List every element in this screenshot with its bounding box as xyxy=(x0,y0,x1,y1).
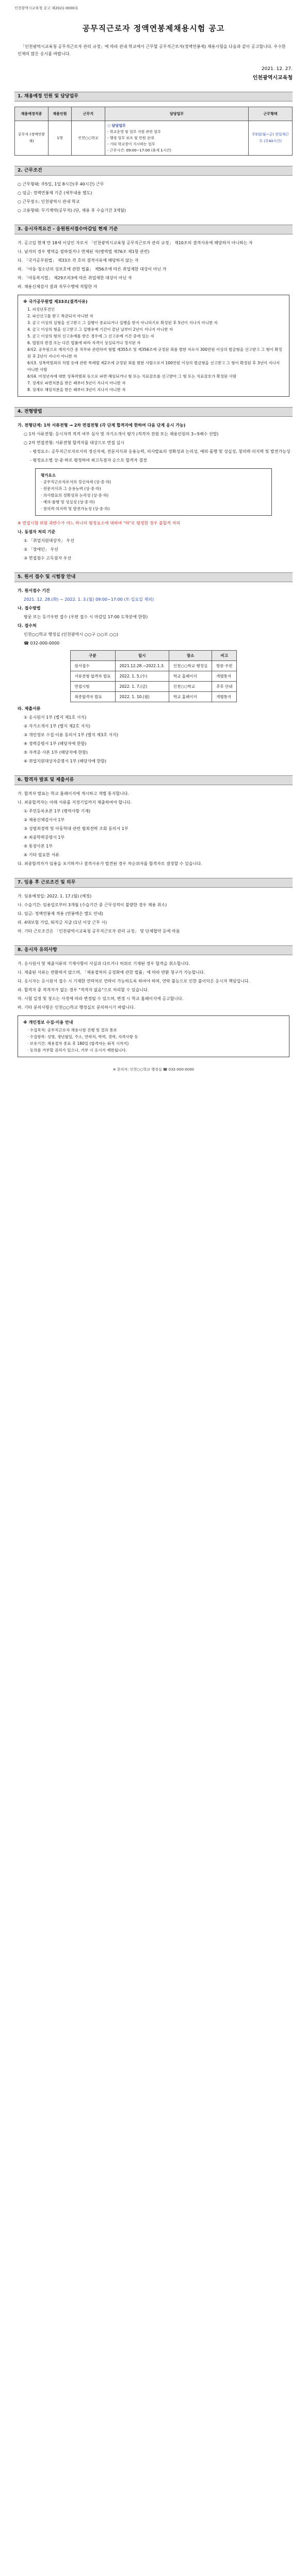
list-item: 라. 합격자 중 적격자가 없는 경우 "적격자 없음"으로 처리할 수 있습니다. xyxy=(18,988,149,992)
box-line: 6의2. 공무원으로 재직기간 중 직무와 관련하여 형법 제355조 및 제356조에 규정된 죄를 범한 자로서 300만원 이상의 벌금형을 선고받고 그 형이 확정된 후 2년이 지나지 아니한 자 xyxy=(27,347,282,359)
period-label: 가. 원서접수 기간 xyxy=(18,588,50,593)
list-item: 나. 제출된 서류는 반환하지 않으며, 「채용절차의 공정화에 관한 법률」에 따라 반환 청구가 가능합니다. xyxy=(18,970,205,975)
box-line: · 창의력·의지력 및 발전가능성 (상·중·하) xyxy=(41,506,110,511)
table-cell: 개별통지 xyxy=(212,671,237,682)
list-item: - 평정요소: 공무직근로자로서의 정신자세, 전문지식과 응용능력, 의사발표의 정확성과 논리성, 예의·품행 및 성실성, 창의력·의지력 및 발전가능성 xyxy=(30,449,290,454)
contact-footer: ※ 문의처: 인천○○학교 행정실 ☎ 032-000-0000 xyxy=(112,1067,195,1072)
box-line: 3. 금고 이상의 실형을 선고받고 그 집행이 종료되거나 집행을 받지 아니하기로 확정된 후 5년이 지나지 아니한 자 xyxy=(27,320,218,325)
table-header: 근무형태 xyxy=(249,107,293,121)
schedule-table xyxy=(70,650,237,702)
box-title: ※ 국가공무원법 제33조(결격사유) xyxy=(23,299,88,304)
list-item: 나. 최종합격자는 아래 서류를 지정기일까지 제출하여야 합니다. xyxy=(18,800,132,805)
section-heading: 7. 임용 후 근로조건 및 의무 xyxy=(14,878,293,888)
list-item: ③ 개인정보 수집·이용 동의서 1부 (별지 제3호 서식) xyxy=(24,733,119,737)
warning-note: ※ 면접시험 위원 과반수가 어느 하나의 평정요소에 대하여 "하"로 평정한 경우 불합격 처리 xyxy=(18,521,181,526)
table-cell: 공무직 (정액연봉제) xyxy=(15,121,49,156)
box-line: 7. 징계로 파면처분을 받은 때부터 5년이 지나지 아니한 자 xyxy=(27,381,126,385)
section-heading: 3. 응시자격요건 - 응원원서접수마감일 현재 기준 xyxy=(14,225,293,234)
box-line: · 공무직근로자로서의 정신자세 (상·중·하) xyxy=(41,480,111,484)
list-item: ⑥ 취업지원대상자증명서 1부 (해당자에 한함) xyxy=(24,759,107,764)
list-item: 다. 임금: 정액연봉제 적용 (연봉액은 별도 안내) xyxy=(18,911,103,916)
duty-line: - 근무시간: 09:00~17:00 (휴게 1시간) xyxy=(107,148,172,152)
table-cell: 인천○○학교 행정실 xyxy=(169,661,212,671)
table-header: 장소 xyxy=(169,651,212,661)
table-cell: 학교 홈페이지 xyxy=(169,671,212,682)
list-item: ③ 성범죄경력 및 아동학대 관련 범죄전력 조회 동의서 1부 xyxy=(24,826,128,831)
duty-line: - 학교운영 및 업무 지원 관련 업무 xyxy=(107,130,161,134)
table-header: 채용인원 xyxy=(49,107,72,121)
table-cell: 2022. 1. 10.(월) xyxy=(115,692,169,702)
docs-title: 라. 제출서류 xyxy=(18,706,41,711)
table-cell: 학교 홈페이지 xyxy=(169,692,212,702)
table-cell: 개별통지 xyxy=(212,692,237,702)
list-item: ④ 경력증명서 1부 (해당자에 한함) xyxy=(24,741,87,746)
table-header: 일시 xyxy=(115,651,169,661)
issuing-org: 인천광역시교육청 xyxy=(252,75,293,81)
list-item: ○ 근무형태: 주5일, 1일 8시간(주 40시간) 근무 xyxy=(18,182,104,187)
list-item: 다. 「국가공무원법」 제33조 각 호의 결격사유에 해당하지 않는 자 xyxy=(18,258,139,263)
list-item: 가. 전형단계: 1차 서류전형 → 2차 면접전형 (각 단계 합격자에 한하여 다음 단계 응시 가능) xyxy=(18,423,186,428)
duty-line: - 기타 학교장이 지시하는 업무 xyxy=(107,142,155,146)
box-line: 8. 징계로 해임처분을 받은 때부터 3년이 지나지 아니한 자 xyxy=(27,387,126,392)
period-value: 2021. 12. 28.(화) ~ 2022. 1. 3.(월) 09:00~17:00 (토·일요일 제외) xyxy=(24,597,154,602)
table-header: 구분 xyxy=(70,651,115,661)
box-line: · 보유기간: 채용절차 종료 후 180일 (합격자는 퇴직 시까지) xyxy=(27,1041,129,1046)
list-item: ⑤ 자격증 사본 1부 (해당자에 한함) xyxy=(24,750,88,755)
intro-paragraph: 「인천광역시교육청 공무직근로자 관리 규정」에 따라 관내 학교에서 근무할 공무직근로자(정액연봉제) 채용시험을 다음과 같이 공고합니다. 우수한 인재의 많은 응시를 바랍니다. xyxy=(18,44,286,56)
disqualification-box xyxy=(18,295,289,397)
table-header: 비고 xyxy=(212,651,237,661)
section-heading: 2. 근무조건 xyxy=(14,166,293,176)
list-item: 마. 「아동복지법」 제29조의3에 따른 취업제한 대상이 아닌 자 xyxy=(18,276,132,280)
list-item: ○ 고용형태: 무기계약(공무직) (단, 채용 후 수습기간 3개월) xyxy=(18,208,126,213)
phone-value: ☎ 032-000-0000 xyxy=(24,641,60,646)
notice-date: 2021. 12. 27. xyxy=(261,66,293,72)
box-line: 1. 피성년후견인 xyxy=(27,307,55,312)
table-cell: 2022. 1. 7.(금) xyxy=(115,682,169,692)
list-item: ② 채용신체검사서 1부 xyxy=(24,818,65,822)
section-heading: 4. 전형방법 xyxy=(14,407,293,417)
list-item: ④ 최종학력증명서 1부 xyxy=(24,835,65,840)
place-value: 인천○○학교 행정실 (인천광역시 ○○구 ○○로 ○○) xyxy=(24,632,118,637)
box-title: 평가요소 xyxy=(41,473,56,478)
section-heading: 8. 응시자 유의사항 xyxy=(14,945,293,955)
list-item: ⑤ 통장사본 1부 xyxy=(24,844,53,849)
section-heading: 5. 원서 접수 및 시험장 안내 xyxy=(14,572,293,582)
table-row xyxy=(70,692,237,702)
list-item: ③ 면접점수 고득점자 우선 xyxy=(24,556,72,561)
table-cell: 인천○○학교 xyxy=(72,121,105,156)
section-heading: 1. 채용예정 인원 및 담당업무 xyxy=(14,92,293,101)
method-label: 나. 접수방법 xyxy=(18,606,41,611)
table-row xyxy=(15,121,293,156)
table-cell: 최종합격자 발표 xyxy=(70,692,115,702)
list-item: 라. 4대보험 가입, 퇴직금 지급 (1년 이상 근무 시) xyxy=(18,920,107,925)
method-value: 방문 또는 등기우편 접수 (우편 접수 시 마감일 17:00 도착분에 한함) xyxy=(24,615,148,619)
list-item: 가. 임용예정일: 2022. 1. 17.(월) (예정) xyxy=(18,894,92,899)
table-header: 근무지 xyxy=(72,107,105,121)
box-line: 2. 파산선고를 받고 복권되지 아니한 자 xyxy=(27,314,93,318)
table-header: 채용예정직종 xyxy=(15,107,49,121)
list-item: ○ 1차 서류전형: 응시자격 적격 여부 심사 및 자기소개서 평가 (적격자 전원 또는 채용인원의 3~5배수 선발) xyxy=(24,432,219,436)
list-item: ① 응시원서 1부 (별지 제1호 서식) xyxy=(24,715,87,720)
list-item: ⑥ 기타 필요한 서류 xyxy=(24,853,59,857)
list-item: - 평정요소별 상·중·하로 평정하여 최고득점자 순으로 합격자 결정 xyxy=(30,458,147,463)
list-item: 마. 시험 일정 및 장소는 사정에 따라 변경될 수 있으며, 변경 시 학교 홈페이지에 공고합니다. xyxy=(18,996,184,1001)
privacy-box xyxy=(18,1015,289,1057)
box-line: · 동의를 거부할 권리가 있으나, 거부 시 응시가 제한됩니다. xyxy=(27,1048,127,1053)
duty-heading: ○ 담당업무 xyxy=(107,124,126,128)
list-item: 마. 기타 근로조건은 「인천광역시교육청 공무직근로자 관리 규정」 및 단체협약 등에 따름 xyxy=(18,929,180,934)
evaluation-box xyxy=(35,468,272,516)
table-row xyxy=(70,661,237,671)
tie-rule-title: 나. 동점자 처리 기준 xyxy=(18,530,56,534)
list-item: 바. 채용신체검사 결과 직무수행에 적합한 자 xyxy=(18,284,98,289)
table-row xyxy=(70,682,237,692)
list-item: ○ 2차 면접전형: 서류전형 합격자를 대상으로 면접 실시 xyxy=(24,440,124,445)
box-line: 6의3. 성폭력범죄의 처벌 등에 관한 특례법 제2조에 규정된 죄를 범한 사람으로서 100만원 이상의 벌금형을 선고받고 그 형이 확정된 후 3년이 지나지 아니한 사람 xyxy=(27,361,280,372)
list-item: 다. 응시자는 응시원서 접수 시 기재한 연락처로 연락이 가능하도록 하여야 하며, 연락 불능으로 인한 불이익은 응시자 책임입니다. xyxy=(18,979,250,984)
box-line: 5. 금고 이상의 형의 선고유예를 받은 경우에 그 선고유예 기간 중에 있는 자 xyxy=(27,334,154,338)
list-item: 가. 응시원서 및 제출서류의 기재사항이 사실과 다르거나 허위로 기재된 경우 합격을 취소합니다. xyxy=(18,961,190,966)
table-cell: 주5일(월~금) 전일제근무 (주40시간) xyxy=(249,121,293,156)
list-item: ① 「취업지원대상자」 우선 xyxy=(24,538,74,543)
table-header: 담당업무 xyxy=(105,107,249,121)
table-cell: 1명 xyxy=(49,121,72,156)
duty-line: - 행정 업무 보조 및 민원 응대 xyxy=(107,136,154,140)
list-item: ① 주민등록초본 1부 (병역사항 기재) xyxy=(24,809,91,814)
table-cell: 방문·우편 xyxy=(212,661,237,671)
box-line: · 전문지식과 그 응용능력 (상·중·하) xyxy=(41,486,101,491)
page-title: 공무직근로자 정액연봉제채용시험 공고 xyxy=(82,24,225,33)
table-row xyxy=(70,671,237,682)
list-item: ② 자기소개서 1부 (별지 제2호 서식) xyxy=(24,724,91,728)
list-item: ② 「장애인」 우선 xyxy=(24,547,58,552)
table-cell: 서류전형 합격자 발표 xyxy=(70,671,115,682)
table-cell: 추후 안내 xyxy=(212,682,237,692)
list-item: ○ 임금: 정액연봉제 기준 (세부내용 별도) xyxy=(18,191,92,195)
box-title: ※ 개인정보 수집·이용 안내 xyxy=(23,1020,73,1025)
box-line: 4. 금고 이상의 형을 선고받고 그 집행유예 기간이 끝난 날부터 2년이 지나지 아니한 자 xyxy=(27,327,173,332)
box-line: 6의4. 미성년자에 대한 성폭력범죄 등으로 파면·해임되거나 형 또는 치료감호를 선고받아 그 형 또는 치료감호가 확정된 사람 xyxy=(27,374,237,379)
duty-cell xyxy=(105,121,249,156)
notice-number: 인천광역시교육청 공고 제2021-0000호 xyxy=(14,6,78,10)
box-line: 6. 법원의 판결 또는 다른 법률에 따라 자격이 상실되거나 정지된 자 xyxy=(27,341,141,345)
table-cell: 2022. 1. 5.(수) xyxy=(115,671,169,682)
list-item: 라. 「아동·청소년의 성보호에 관한 법률」 제56조에 따른 취업제한 대상이 아닌 자 xyxy=(18,267,167,272)
list-item: ○ 근무장소: 인천광역시 관내 학교 xyxy=(18,199,80,204)
list-item: 다. 최종합격자가 임용을 포기하거나 결격사유가 발견된 경우 차순위자를 합격자로 결정할 수 있습니다. xyxy=(18,861,202,866)
table-cell: 인천○○학교 xyxy=(169,682,212,692)
box-line: · 수집목적: 공무직근로자 채용시험 진행 및 결과 통보 xyxy=(27,1028,117,1032)
section-heading: 6. 합격자 발표 및 제출서류 xyxy=(14,775,293,785)
table-cell: 2021.12.28.~2022.1.3. xyxy=(115,661,169,671)
place-label: 다. 접수처 xyxy=(18,623,37,628)
box-line: · 수집항목: 성명, 생년월일, 주소, 연락처, 학력, 경력, 자격사항 등 xyxy=(27,1035,138,1039)
box-line: · 예의·품행 및 성실성 (상·중·하) xyxy=(41,500,95,504)
list-item: 가. 공고일 현재 만 18세 이상인 자로서 「인천광역시교육청 공무직근로자 관리 규정」 제10조의 결격사유에 해당하지 아니하는 자 xyxy=(18,241,253,245)
recruit-table xyxy=(14,107,293,156)
list-item: 가. 합격자 발표는 학교 홈페이지에 게시하고 개별 통지합니다. xyxy=(18,791,130,796)
list-item: 나. 수습기간: 임용일로부터 3개월 (수습기간 중 근무성적이 불량한 경우 채용 취소) xyxy=(18,903,167,907)
list-item: 바. 기타 문의사항은 인천○○학교 행정실로 문의하시기 바랍니다. xyxy=(18,1005,135,1010)
box-line: · 의사발표의 정확성과 논리성 (상·중·하) xyxy=(41,493,109,498)
table-cell: 원서접수 xyxy=(70,661,115,671)
list-item: 나. 남자의 경우 병역을 필하였거나 면제된 자(병역법 제76조 제1항 관련) xyxy=(18,249,150,254)
table-cell: 면접시험 xyxy=(70,682,115,692)
